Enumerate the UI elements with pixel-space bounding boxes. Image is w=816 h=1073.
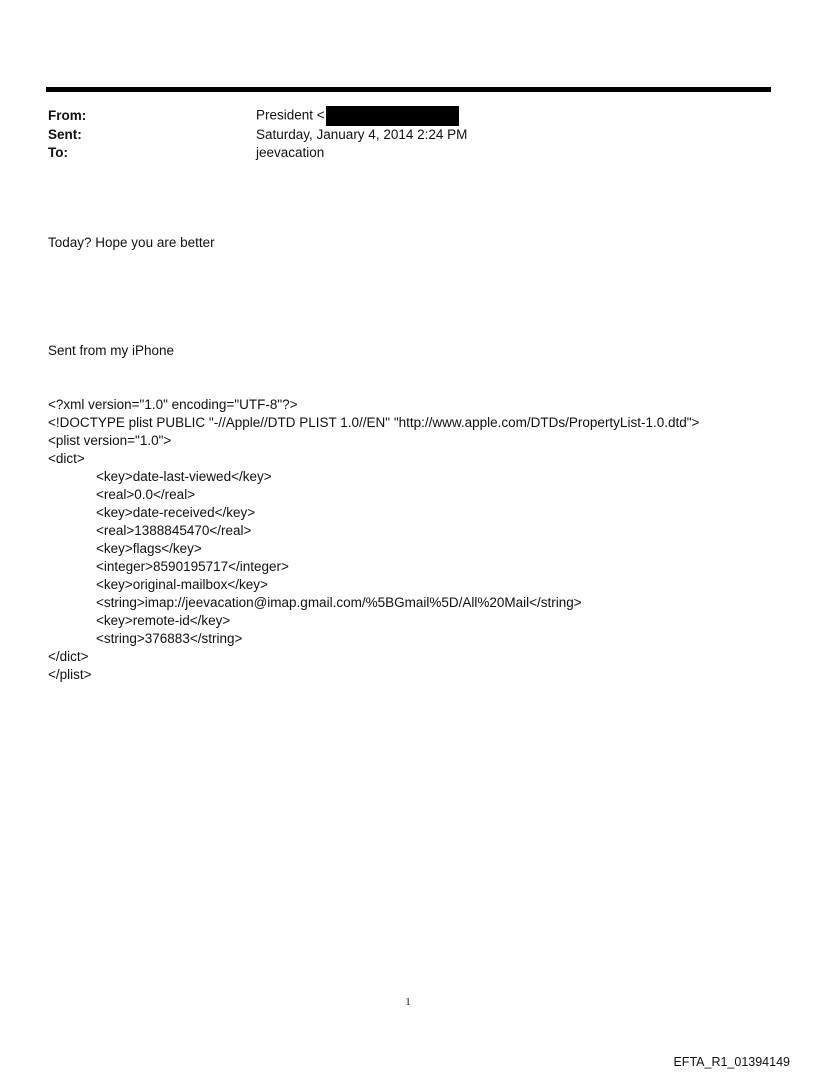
from-row (48, 107, 467, 126)
xml-line: <key>original-mailbox</key> (96, 577, 268, 592)
blank-line (48, 288, 699, 306)
xml-line: <plist version="1.0"> (48, 433, 172, 448)
message-text: Today? Hope you are better (48, 235, 215, 250)
xml-line: <real>0.0</real> (96, 487, 196, 502)
top-rule (46, 87, 771, 92)
email-body (48, 198, 699, 702)
sent-value: Saturday, January 4, 2014 2:24 PM (256, 126, 468, 142)
email-header (48, 107, 467, 163)
xml-line: <key>date-received</key> (96, 505, 256, 520)
to-label: To: (48, 145, 68, 160)
xml-plist-block (48, 396, 699, 684)
to-value: jeevacation (256, 145, 325, 160)
to-row (48, 144, 467, 163)
signature-text: Sent from my iPhone (48, 343, 175, 358)
xml-line: </dict> (48, 649, 89, 664)
xml-line: <?xml version="1.0" encoding="UTF-8"?> (48, 397, 298, 412)
xml-line: <dict> (48, 451, 85, 466)
from-value (256, 106, 459, 126)
xml-line: <!DOCTYPE plist PUBLIC "-//Apple//DTD PLIST 1.0//EN" "http://www.apple.com/DTDs/PropertyList-1.0.dtd"> (48, 415, 700, 430)
sent-label: Sent: (48, 126, 82, 142)
xml-line: <string>376883</string> (96, 631, 243, 646)
page-number: 1 (405, 996, 411, 1008)
sent-row (48, 126, 467, 145)
xml-line: <key>date-last-viewed</key> (96, 469, 272, 484)
redaction-box (326, 106, 459, 126)
xml-line: <key>remote-id</key> (96, 613, 231, 628)
bates-number: EFTA_R1_01394149 (673, 1055, 790, 1069)
from-label: From: (48, 108, 87, 123)
xml-line: <key>flags</key> (96, 541, 202, 556)
xml-line: <integer>8590195717</integer> (96, 559, 289, 574)
from-value-text: President < (256, 107, 325, 123)
xml-line: <string>imap://jeevacation@imap.gmail.com/%5BGmail%5D/All%20Mail</string> (96, 595, 582, 610)
xml-line: <real>1388845470</real> (96, 523, 252, 538)
xml-line: </plist> (48, 667, 92, 682)
